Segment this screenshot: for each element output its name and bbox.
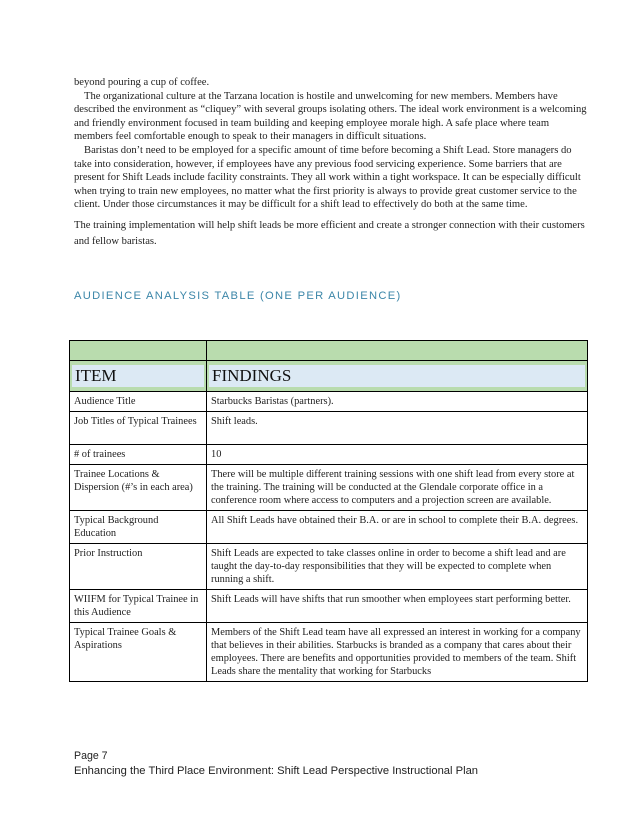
row-item: Typical Background Education bbox=[70, 511, 207, 544]
row-finding: All Shift Leads have obtained their B.A. or are in school to complete their B.A. degrees. bbox=[207, 511, 588, 544]
paragraph-implementation: The training implementation will help shift leads be more efficient and create a stronger connection with their customers and fellow baristas. bbox=[74, 219, 585, 247]
paragraph-barriers: Baristas don’t need to be employed for a specific amount of time before becoming a Shift Lead. Store managers do take into consideration, however, if employees have any previous food servicing experience. Some barriers that are present for Shift Leads include facility constraints. They all work within a tight workspace. It can be especially difficult when trying to train new employees, no matter what the first priority is always to provide great customer service to the client. Under those circumstances it may be difficult for a shift lead to effectively do both at the same time. bbox=[74, 144, 581, 211]
table-header-band bbox=[70, 341, 588, 361]
table-row bbox=[70, 392, 588, 412]
row-item: # of trainees bbox=[70, 445, 207, 465]
table-row bbox=[70, 623, 588, 682]
row-finding: Starbucks Baristas (partners). bbox=[207, 392, 588, 412]
row-finding: Shift Leads will have shifts that run smoother when employees start performing better. bbox=[207, 590, 588, 623]
table-row bbox=[70, 445, 588, 465]
paragraph-continuation: beyond pouring a cup of coffee. bbox=[74, 77, 210, 88]
row-finding: There will be multiple different training sessions with one shift lead from every store at the training. The training will be conducted at the Glendale corporate office in a conference room where access to computers and a projection screen are available. bbox=[207, 465, 588, 511]
row-item: Typical Trainee Goals & Aspirations bbox=[70, 623, 207, 682]
row-finding: Shift leads. bbox=[207, 412, 588, 445]
table-header-row bbox=[70, 361, 588, 392]
row-finding: Members of the Shift Lead team have all expressed an interest in working for a company that believes in their abilities. Starbucks is branded as a company that cares about their employees. There are benefits and opportunities provided to members of the team. Shift Leads share the mentality that working for Starbucks bbox=[207, 623, 588, 682]
audience-analysis-table bbox=[69, 340, 588, 682]
row-item: WIIFM for Typical Trainee in this Audience bbox=[70, 590, 207, 623]
row-item: Job Titles of Typical Trainees bbox=[70, 412, 207, 445]
table-row bbox=[70, 590, 588, 623]
paragraph-culture: The organizational culture at the Tarzana location is hostile and unwelcoming for new members. Members have described the environment as “cliquey” with several groups isolating others. The ideal work environment is a welcoming and friendly environment focused in team building and keeping employee morale high. A safe place where team members feel comfortable enough to speak to their managers in difficult situations. bbox=[74, 90, 587, 143]
row-item: Trainee Locations & Dispersion (#’s in each area) bbox=[70, 465, 207, 511]
row-item: Audience Title bbox=[70, 392, 207, 412]
table-row bbox=[70, 544, 588, 590]
page-footer bbox=[74, 750, 478, 779]
header-item: ITEM bbox=[72, 365, 204, 387]
table-row bbox=[70, 465, 588, 511]
section-heading: AUDIENCE ANALYSIS TABLE (ONE PER AUDIENCE) bbox=[74, 290, 402, 302]
row-finding: Shift Leads are expected to take classes online in order to become a shift lead and are taught the day-to-day responsibilities that they will be expected to complete when running a shift. bbox=[207, 544, 588, 590]
row-finding: 10 bbox=[207, 445, 588, 465]
table-row bbox=[70, 412, 588, 445]
table-row bbox=[70, 511, 588, 544]
row-item: Prior Instruction bbox=[70, 544, 207, 590]
header-findings: FINDINGS bbox=[209, 365, 585, 387]
page-number: Page 7 bbox=[74, 750, 108, 762]
body-text bbox=[74, 76, 590, 250]
footer-title: Enhancing the Third Place Environment: Shift Lead Perspective Instructional Plan bbox=[74, 765, 479, 777]
